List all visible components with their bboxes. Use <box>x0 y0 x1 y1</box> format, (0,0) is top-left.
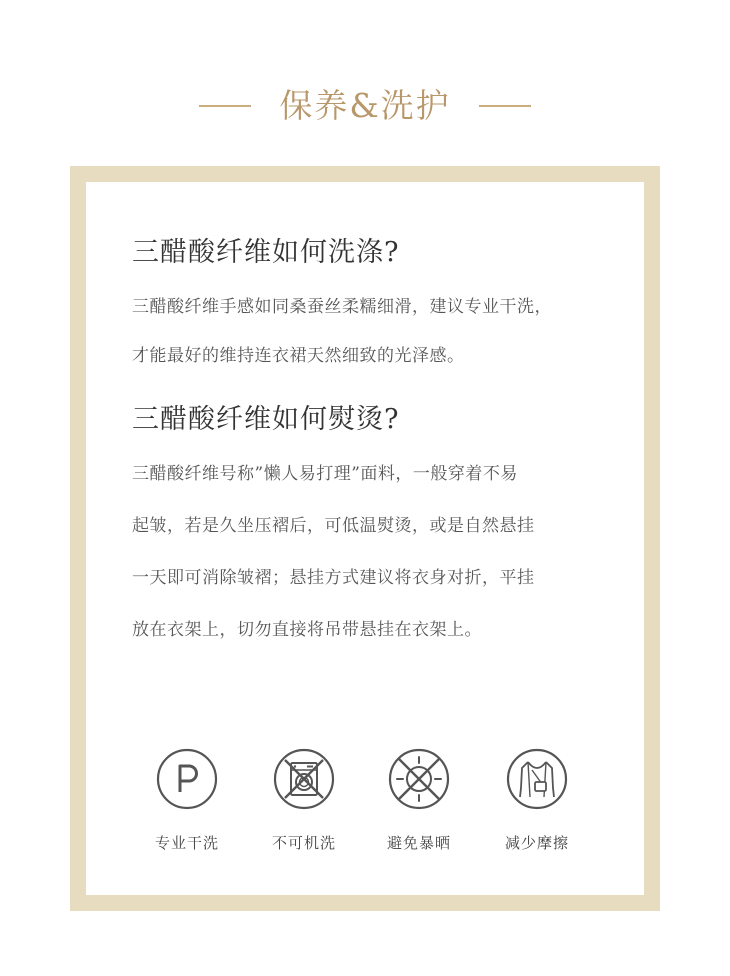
care-label: 减少摩擦 <box>504 834 569 852</box>
care-item-no-machine-wash <box>254 748 354 853</box>
ironing-section <box>132 400 612 656</box>
professional-dry-clean-icon <box>156 748 218 810</box>
ironing-line: 起皱，若是久坐压褶后，可低温熨烫，或是自然悬挂 <box>132 516 535 536</box>
header-left-dash <box>199 105 251 107</box>
page-title: 保养&洗护 <box>279 86 451 125</box>
ironing-line: 三醋酸纤维号称”懒人易打理”面料，一般穿着不易 <box>132 464 518 484</box>
washing-line: 才能最好的维持连衣裙天然细致的光泽感。 <box>132 346 465 366</box>
care-item-reduce-friction <box>487 748 587 853</box>
section-header <box>0 78 730 134</box>
care-label: 避免暴晒 <box>386 834 451 852</box>
ironing-line: 放在衣架上，切勿直接将吊带悬挂在衣架上。 <box>132 620 482 640</box>
no-sun-exposure-icon <box>388 748 450 810</box>
ironing-title: 三醋酸纤维如何熨烫? <box>132 404 400 435</box>
ironing-line: 一天即可消除皱褶；悬挂方式建议将衣身对折，平挂 <box>132 568 535 588</box>
content-card <box>86 182 644 895</box>
washing-line: 三醋酸纤维手感如同桑蚕丝柔糯细滑，建议专业干洗， <box>132 297 552 317</box>
care-item-dry-clean <box>137 748 237 853</box>
no-machine-wash-icon <box>273 748 335 810</box>
care-icons-row <box>86 748 644 858</box>
content-frame <box>70 166 660 911</box>
care-item-no-sun <box>369 748 469 853</box>
header-right-dash <box>479 105 531 107</box>
washing-section <box>132 233 612 381</box>
care-label: 专业干洗 <box>154 834 219 852</box>
reduce-friction-icon <box>506 748 568 810</box>
care-label: 不可机洗 <box>271 834 336 852</box>
washing-title: 三醋酸纤维如何洗涤? <box>132 237 400 268</box>
